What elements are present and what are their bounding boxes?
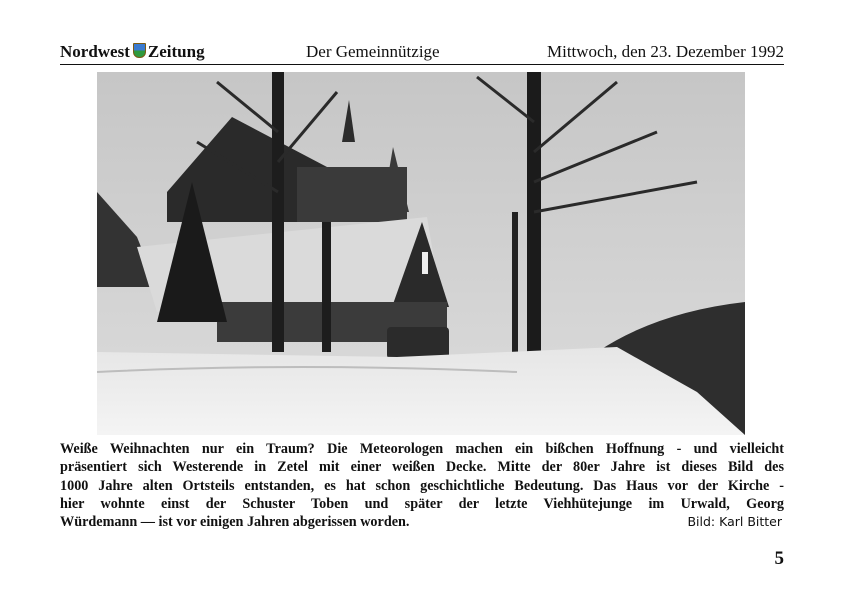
issue-date: Mittwoch, den 23. Dezember 1992 [547, 42, 784, 61]
house-window [422, 252, 428, 274]
photo-illustration [97, 72, 745, 435]
section-title: Der Gemeinnützige [306, 42, 440, 61]
tree-trunk [322, 222, 331, 352]
page-number: 5 [774, 548, 784, 569]
tree-trunk [512, 212, 518, 357]
tree-trunk [272, 72, 284, 352]
caption-line: präsentiert sich Westerende in Zetel mit einer weißen Decke. Mitte der 80er Jahre ist dieses Bild des [60, 459, 784, 476]
parked-car [387, 327, 449, 359]
photo-caption [60, 440, 784, 531]
caption-line: hier wohnte einst der Schuster Toben und später der letzte Viehhütejunge im Urwald, Georg [60, 495, 784, 512]
church-tower [297, 167, 407, 222]
masthead [60, 40, 784, 65]
winter-village-photo [97, 72, 745, 435]
photo-credit: Bild: Karl Bitter [687, 514, 782, 530]
caption-last-line [60, 513, 784, 531]
caption-line: Würdemann — ist vor einigen Jahren abgerissen worden. [60, 514, 410, 531]
newspaper-name [60, 42, 205, 62]
coat-of-arms-icon [133, 43, 146, 58]
newspaper-name-part-1: Nordwest [60, 42, 130, 61]
caption-line: Weiße Weihnachten nur ein Traum? Die Meteorologen machen ein bißchen Hoffnung - und vielleicht [60, 441, 784, 457]
newspaper-name-part-2: Zeitung [147, 42, 205, 61]
tree-trunk [527, 72, 541, 357]
caption-line: 1000 Jahre alten Ortsteils entstanden, es hat schon geschichtliche Bedeutung. Das Haus vor der Kirche - [60, 477, 784, 494]
